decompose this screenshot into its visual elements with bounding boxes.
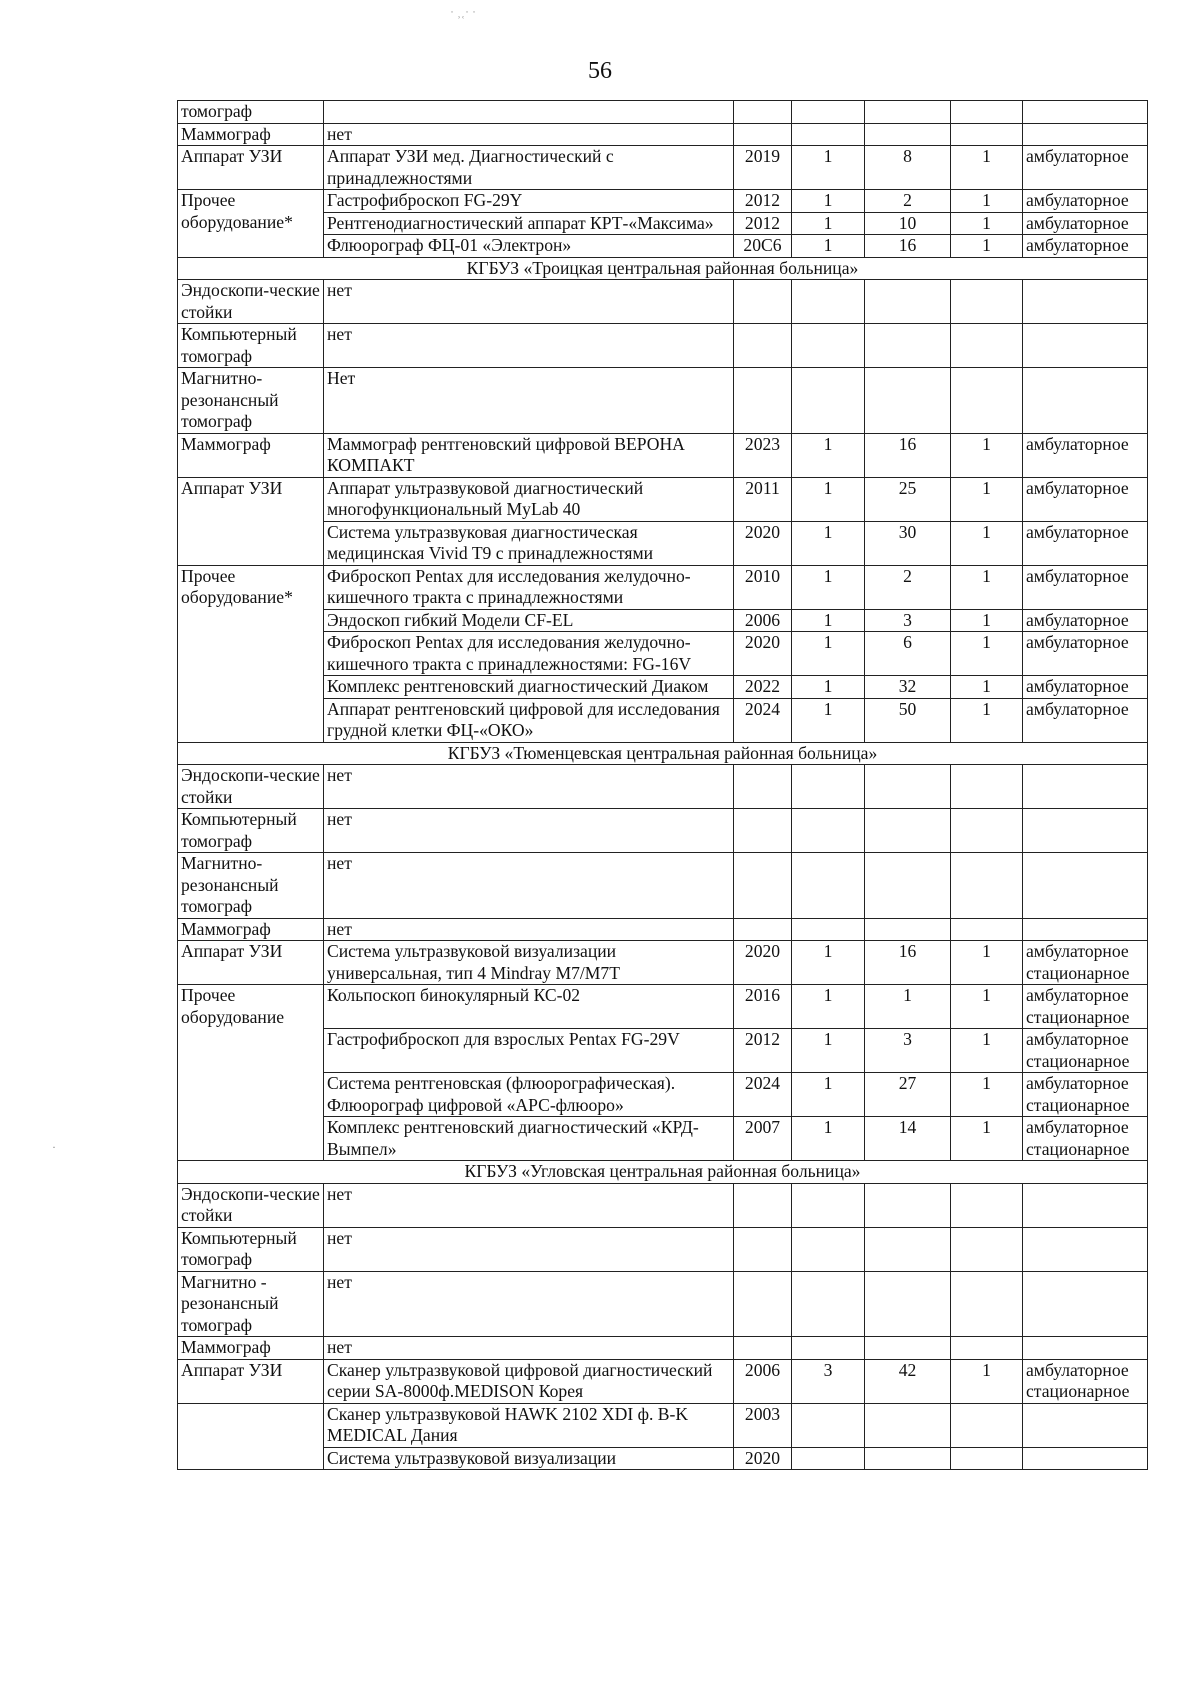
count-cell [951, 809, 1023, 853]
category-cell: Магнитно - резонансный томограф [178, 1271, 324, 1337]
mode-cell: амбулаторное [1023, 521, 1148, 565]
mode-cell: амбулаторное стационарное [1023, 1359, 1148, 1403]
quantity-cell: 1 [792, 1117, 865, 1161]
table-row [178, 1029, 1148, 1073]
year-cell: 2023 [734, 433, 792, 477]
wear-cell [865, 853, 951, 919]
count-cell: 1 [951, 477, 1023, 521]
year-cell: 2020 [734, 941, 792, 985]
mode-cell: амбулаторное стационарное [1023, 1073, 1148, 1117]
mode-cell [1023, 1271, 1148, 1337]
category-cell: Компьютерный томограф [178, 809, 324, 853]
mode-cell: амбулаторное [1023, 698, 1148, 742]
quantity-cell: 1 [792, 698, 865, 742]
quantity-cell [792, 853, 865, 919]
mode-cell: амбулаторное [1023, 235, 1148, 258]
mode-cell: амбулаторное стационарное [1023, 941, 1148, 985]
category-cell: Маммограф [178, 918, 324, 941]
equipment-cell: Аппарат УЗИ мед. Диагностический с принадлежностями [324, 146, 734, 190]
equipment-cell: Комплекс рентгеновский диагностический Диаком [324, 676, 734, 699]
count-cell [951, 1227, 1023, 1271]
count-cell: 1 [951, 146, 1023, 190]
quantity-cell [792, 280, 865, 324]
equipment-cell: нет [324, 280, 734, 324]
table-row [178, 1359, 1148, 1403]
equipment-table [177, 100, 1148, 1470]
table-row [178, 1183, 1148, 1227]
wear-cell [865, 1403, 951, 1447]
quantity-cell [792, 1227, 865, 1271]
wear-cell: 10 [865, 212, 951, 235]
equipment-table-body [178, 101, 1148, 1470]
equipment-cell: Система ультразвуковой визуализации универсальная, тип 4 Mindray M7/M7T [324, 941, 734, 985]
table-row [178, 1403, 1148, 1447]
mode-cell: амбулаторное [1023, 565, 1148, 609]
equipment-cell: Флюорограф ФЦ-01 «Электрон» [324, 235, 734, 258]
wear-cell: 27 [865, 1073, 951, 1117]
wear-cell [865, 1271, 951, 1337]
year-cell: 20С6 [734, 235, 792, 258]
category-cell: Маммограф [178, 123, 324, 146]
wear-cell: 30 [865, 521, 951, 565]
category-cell: Прочее оборудование* [178, 565, 324, 742]
quantity-cell [792, 765, 865, 809]
table-row [178, 280, 1148, 324]
section-header-row [178, 742, 1148, 765]
table-row [178, 190, 1148, 213]
equipment-cell: нет [324, 765, 734, 809]
equipment-cell [324, 101, 734, 124]
mode-cell [1023, 1403, 1148, 1447]
wear-cell [865, 918, 951, 941]
wear-cell: 3 [865, 1029, 951, 1073]
year-cell [734, 1183, 792, 1227]
equipment-cell: нет [324, 1227, 734, 1271]
table-row [178, 1117, 1148, 1161]
wear-cell [865, 123, 951, 146]
wear-cell [865, 1337, 951, 1360]
year-cell: 2020 [734, 1447, 792, 1470]
count-cell [951, 1271, 1023, 1337]
table-row [178, 609, 1148, 632]
count-cell [951, 853, 1023, 919]
count-cell: 1 [951, 565, 1023, 609]
mode-cell: амбулаторное стационарное [1023, 1029, 1148, 1073]
equipment-cell: нет [324, 1271, 734, 1337]
mode-cell [1023, 280, 1148, 324]
count-cell: 1 [951, 985, 1023, 1029]
category-cell: Эндоскопи-ческие стойки [178, 1183, 324, 1227]
mode-cell: амбулаторное [1023, 433, 1148, 477]
mode-cell: амбулаторное [1023, 609, 1148, 632]
wear-cell: 25 [865, 477, 951, 521]
equipment-cell: нет [324, 809, 734, 853]
count-cell: 1 [951, 1359, 1023, 1403]
table-row [178, 1337, 1148, 1360]
count-cell: 1 [951, 433, 1023, 477]
equipment-cell: Гастрофиброскоп для взрослых Pentax FG-29V [324, 1029, 734, 1073]
count-cell: 1 [951, 1117, 1023, 1161]
equipment-cell: Кольпоскоп бинокулярный КС-02 [324, 985, 734, 1029]
count-cell [951, 765, 1023, 809]
mode-cell [1023, 1183, 1148, 1227]
category-cell: Прочее оборудование* [178, 190, 324, 258]
equipment-cell: Гастрофиброскоп FG-29Y [324, 190, 734, 213]
mode-cell [1023, 809, 1148, 853]
count-cell [951, 324, 1023, 368]
category-cell: Аппарат УЗИ [178, 146, 324, 190]
equipment-cell: нет [324, 123, 734, 146]
quantity-cell [792, 123, 865, 146]
quantity-cell [792, 368, 865, 434]
count-cell: 1 [951, 1029, 1023, 1073]
year-cell [734, 280, 792, 324]
quantity-cell [792, 809, 865, 853]
quantity-cell [792, 101, 865, 124]
wear-cell [865, 324, 951, 368]
table-row [178, 212, 1148, 235]
wear-cell [865, 1447, 951, 1470]
count-cell: 1 [951, 676, 1023, 699]
table-row [178, 1271, 1148, 1337]
year-cell [734, 123, 792, 146]
scan-speck: ˙ ˒˓˙ ˙ [450, 8, 476, 22]
year-cell [734, 324, 792, 368]
wear-cell [865, 101, 951, 124]
wear-cell: 50 [865, 698, 951, 742]
equipment-cell: нет [324, 324, 734, 368]
quantity-cell: 1 [792, 212, 865, 235]
category-cell: Аппарат УЗИ [178, 477, 324, 565]
section-header-row [178, 1161, 1148, 1184]
equipment-cell: Сканер ультразвуковой HAWK 2102 XDI ф. B-K MEDICAL Дания [324, 1403, 734, 1447]
table-row [178, 765, 1148, 809]
category-cell: Компьютерный томограф [178, 324, 324, 368]
wear-cell: 16 [865, 941, 951, 985]
section-title: КГБУЗ «Троицкая центральная районная больница» [178, 257, 1148, 280]
scan-speck: · [52, 1140, 56, 1154]
year-cell [734, 1227, 792, 1271]
equipment-cell: нет [324, 918, 734, 941]
equipment-cell: Нет [324, 368, 734, 434]
table-row [178, 1227, 1148, 1271]
table-row [178, 123, 1148, 146]
table-row [178, 985, 1148, 1029]
quantity-cell: 1 [792, 565, 865, 609]
wear-cell: 2 [865, 565, 951, 609]
quantity-cell: 1 [792, 941, 865, 985]
count-cell: 1 [951, 235, 1023, 258]
table-row [178, 324, 1148, 368]
year-cell: 2006 [734, 609, 792, 632]
wear-cell: 8 [865, 146, 951, 190]
count-cell: 1 [951, 1073, 1023, 1117]
year-cell: 2011 [734, 477, 792, 521]
year-cell [734, 368, 792, 434]
equipment-cell: Аппарат рентгеновский цифровой для исследования грудной клетки ФЦ-«ОКО» [324, 698, 734, 742]
wear-cell: 1 [865, 985, 951, 1029]
category-cell: Магнитно-резонансный томограф [178, 368, 324, 434]
quantity-cell: 3 [792, 1359, 865, 1403]
page-number: 56 [588, 58, 612, 84]
quantity-cell [792, 918, 865, 941]
table-row [178, 918, 1148, 941]
quantity-cell [792, 324, 865, 368]
equipment-cell: Система ультразвуковой визуализации [324, 1447, 734, 1470]
wear-cell: 14 [865, 1117, 951, 1161]
count-cell: 1 [951, 212, 1023, 235]
mode-cell [1023, 918, 1148, 941]
count-cell [951, 1183, 1023, 1227]
count-cell [951, 918, 1023, 941]
mode-cell [1023, 368, 1148, 434]
year-cell: 2012 [734, 212, 792, 235]
count-cell: 1 [951, 632, 1023, 676]
mode-cell [1023, 101, 1148, 124]
wear-cell: 16 [865, 433, 951, 477]
count-cell [951, 280, 1023, 324]
equipment-cell: Сканер ультразвуковой цифровой диагностический серии SA-8000ф.MEDISON Корея [324, 1359, 734, 1403]
count-cell: 1 [951, 521, 1023, 565]
quantity-cell: 1 [792, 1073, 865, 1117]
equipment-cell: нет [324, 1183, 734, 1227]
year-cell [734, 101, 792, 124]
mode-cell: амбулаторное [1023, 212, 1148, 235]
table-row [178, 809, 1148, 853]
quantity-cell [792, 1447, 865, 1470]
mode-cell [1023, 123, 1148, 146]
wear-cell [865, 1183, 951, 1227]
wear-cell: 6 [865, 632, 951, 676]
mode-cell [1023, 765, 1148, 809]
quantity-cell [792, 1183, 865, 1227]
category-cell: Аппарат УЗИ [178, 1359, 324, 1403]
table-row [178, 101, 1148, 124]
quantity-cell [792, 1271, 865, 1337]
year-cell [734, 809, 792, 853]
count-cell: 1 [951, 609, 1023, 632]
wear-cell [865, 809, 951, 853]
category-cell [178, 1403, 324, 1470]
count-cell: 1 [951, 698, 1023, 742]
year-cell: 2024 [734, 1073, 792, 1117]
quantity-cell: 1 [792, 632, 865, 676]
quantity-cell: 1 [792, 521, 865, 565]
wear-cell: 32 [865, 676, 951, 699]
table-row [178, 521, 1148, 565]
table-row [178, 235, 1148, 258]
table-row [178, 146, 1148, 190]
wear-cell: 2 [865, 190, 951, 213]
equipment-cell: Рентгенодиагностический аппарат КРТ-«Максима» [324, 212, 734, 235]
quantity-cell: 1 [792, 235, 865, 258]
table-row [178, 632, 1148, 676]
equipment-cell: Система ультразвуковая диагностическая медицинская Vivid T9 с принадлежностями [324, 521, 734, 565]
equipment-cell: Фиброскоп Pentax для исследования желудочно-кишечного тракта с принадлежностями: FG-16V [324, 632, 734, 676]
category-cell: Эндоскопи-ческие стойки [178, 765, 324, 809]
table-row [178, 565, 1148, 609]
table-row [178, 477, 1148, 521]
year-cell: 2022 [734, 676, 792, 699]
year-cell [734, 918, 792, 941]
category-cell: Аппарат УЗИ [178, 941, 324, 985]
year-cell: 2019 [734, 146, 792, 190]
year-cell: 2016 [734, 985, 792, 1029]
table-row [178, 1447, 1148, 1470]
year-cell [734, 853, 792, 919]
year-cell: 2012 [734, 190, 792, 213]
category-cell: Эндоскопи-ческие стойки [178, 280, 324, 324]
equipment-cell: Эндоскоп гибкий Модели CF-EL [324, 609, 734, 632]
year-cell: 2003 [734, 1403, 792, 1447]
quantity-cell: 1 [792, 1029, 865, 1073]
year-cell: 2006 [734, 1359, 792, 1403]
quantity-cell [792, 1403, 865, 1447]
year-cell: 2024 [734, 698, 792, 742]
mode-cell: амбулаторное стационарное [1023, 985, 1148, 1029]
section-title: КГБУЗ «Тюменцевская центральная районная больница» [178, 742, 1148, 765]
wear-cell: 3 [865, 609, 951, 632]
equipment-cell: Комплекс рентгеновский диагностический «КРД-Вымпел» [324, 1117, 734, 1161]
year-cell: 2007 [734, 1117, 792, 1161]
table-row [178, 676, 1148, 699]
table-row [178, 941, 1148, 985]
count-cell [951, 368, 1023, 434]
equipment-cell: Аппарат ультразвуковой диагностический многофункциональный MyLab 40 [324, 477, 734, 521]
quantity-cell: 1 [792, 609, 865, 632]
quantity-cell: 1 [792, 433, 865, 477]
table-row [178, 1073, 1148, 1117]
table-row [178, 853, 1148, 919]
year-cell: 2012 [734, 1029, 792, 1073]
count-cell [951, 1403, 1023, 1447]
count-cell: 1 [951, 941, 1023, 985]
equipment-cell: Фиброскоп Pentax для исследования желудочно-кишечного тракта с принадлежностями [324, 565, 734, 609]
category-cell: Прочее оборудование [178, 985, 324, 1161]
quantity-cell: 1 [792, 477, 865, 521]
table-row [178, 368, 1148, 434]
quantity-cell: 1 [792, 190, 865, 213]
category-cell: томограф [178, 101, 324, 124]
equipment-cell: нет [324, 1337, 734, 1360]
quantity-cell: 1 [792, 676, 865, 699]
mode-cell: амбулаторное [1023, 146, 1148, 190]
mode-cell: амбулаторное [1023, 632, 1148, 676]
quantity-cell: 1 [792, 146, 865, 190]
table-row [178, 698, 1148, 742]
year-cell [734, 765, 792, 809]
category-cell: Маммограф [178, 1337, 324, 1360]
count-cell [951, 1447, 1023, 1470]
wear-cell [865, 368, 951, 434]
year-cell: 2010 [734, 565, 792, 609]
mode-cell [1023, 1337, 1148, 1360]
wear-cell [865, 1227, 951, 1271]
mode-cell [1023, 1447, 1148, 1470]
mode-cell: амбулаторное [1023, 676, 1148, 699]
table-row [178, 433, 1148, 477]
mode-cell [1023, 324, 1148, 368]
wear-cell: 42 [865, 1359, 951, 1403]
category-cell: Маммограф [178, 433, 324, 477]
year-cell: 2020 [734, 632, 792, 676]
section-header-row [178, 257, 1148, 280]
mode-cell: амбулаторное [1023, 190, 1148, 213]
mode-cell [1023, 853, 1148, 919]
count-cell [951, 1337, 1023, 1360]
wear-cell [865, 280, 951, 324]
year-cell: 2020 [734, 521, 792, 565]
quantity-cell: 1 [792, 985, 865, 1029]
year-cell [734, 1271, 792, 1337]
count-cell: 1 [951, 190, 1023, 213]
section-title: КГБУЗ «Угловская центральная районная больница» [178, 1161, 1148, 1184]
category-cell: Компьютерный томограф [178, 1227, 324, 1271]
count-cell [951, 101, 1023, 124]
mode-cell: амбулаторное [1023, 477, 1148, 521]
mode-cell: амбулаторное стационарное [1023, 1117, 1148, 1161]
equipment-cell: нет [324, 853, 734, 919]
category-cell: Магнитно-резонансный томограф [178, 853, 324, 919]
count-cell [951, 123, 1023, 146]
wear-cell [865, 765, 951, 809]
quantity-cell [792, 1337, 865, 1360]
year-cell [734, 1337, 792, 1360]
wear-cell: 16 [865, 235, 951, 258]
equipment-cell: Маммограф рентгеновский цифровой ВЕРОНА КОМПАКТ [324, 433, 734, 477]
equipment-cell: Система рентгеновская (флюорографическая). Флюорограф цифровой «АРС-флюоро» [324, 1073, 734, 1117]
mode-cell [1023, 1227, 1148, 1271]
